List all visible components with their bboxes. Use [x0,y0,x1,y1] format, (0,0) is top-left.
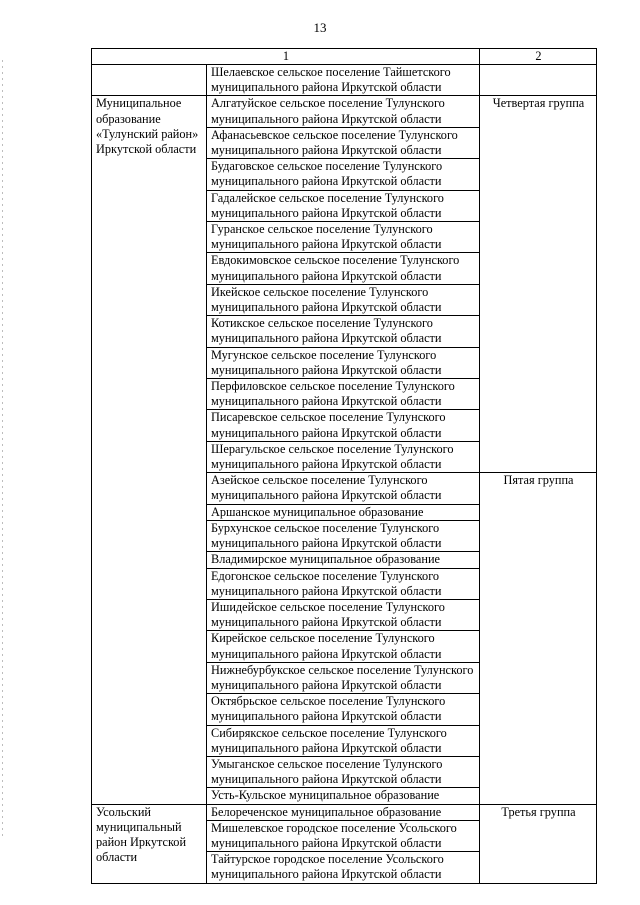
settlement-cell: Усть-Кульское муниципальное образование [207,788,480,804]
table-header-row [92,49,597,65]
settlement-cell: Сибирякское сельское поселение Тулунского муниципального района Иркутской области [207,725,480,756]
settlement-cell: Писаревское сельское поселение Тулунского муниципального района Иркутской области [207,410,480,441]
settlement-cell: Алгатуйское сельское поселение Тулунского муниципального района Иркутской области [207,96,480,127]
settlement-cell: Октябрьское сельское поселение Тулунского муниципального района Иркутской области [207,694,480,725]
settlement-cell: Едогонское сельское поселение Тулунского муниципального района Иркутской области [207,568,480,599]
settlement-cell: Икейское сельское поселение Тулунского муниципального района Иркутской области [207,284,480,315]
settlement-cell: Нижнебурбукское сельское поселение Тулунского муниципального района Иркутской области [207,662,480,693]
settlement-cell: Мугунское сельское поселение Тулунского муниципального района Иркутской области [207,347,480,378]
settlement-cell: Перфиловское сельское поселение Тулунского муниципального района Иркутской области [207,379,480,410]
region-cell: Муниципальное образование «Тулунский район» Иркутской области [92,96,207,804]
settlement-cell: Белореченское муниципальное образование [207,804,480,820]
settlement-cell: Шерагульское сельское поселение Тулунского муниципального района Иркутской области [207,441,480,472]
group-cell: Пятая группа [480,473,597,804]
region-cell [92,65,207,96]
settlement-cell: Будаговское сельское поселение Тулунского муниципального района Иркутской области [207,159,480,190]
settlement-cell: Афанасьевское сельское поселение Тулунского муниципального района Иркутской области [207,127,480,158]
header-col-1: 1 [92,49,480,65]
settlements-table [91,48,597,884]
settlement-cell: Котикское сельское поселение Тулунского муниципального района Иркутской области [207,316,480,347]
settlement-cell: Бурхунское сельское поселение Тулунского муниципального района Иркутской области [207,520,480,551]
settlement-cell: Аршанское муниципальное образование [207,504,480,520]
header-col-2: 2 [480,49,597,65]
table-row [92,65,597,96]
group-cell: Третья группа [480,804,597,883]
page-number: 13 [313,20,327,35]
settlement-cell: Евдокимовское сельское поселение Тулунского муниципального района Иркутской области [207,253,480,284]
region-cell: Усольский муниципальный район Иркутской области [92,804,207,883]
settlement-cell: Тайтурское городское поселение Усольского муниципального района Иркутской области [207,852,480,883]
table-body [92,49,597,884]
settlement-cell: Умыганское сельское поселение Тулунского муниципального района Иркутской области [207,756,480,787]
settlement-cell: Гуранское сельское поселение Тулунского муниципального района Иркутской области [207,222,480,253]
settlement-cell: Шелаевское сельское поселение Тайшетского муниципального района Иркутской области [207,65,480,96]
settlement-cell: Кирейское сельское поселение Тулунского муниципального района Иркутской области [207,631,480,662]
settlement-cell: Ишидейское сельское поселение Тулунского муниципального района Иркутской области [207,599,480,630]
table-row [92,96,597,127]
settlement-cell: Мишелевское городское поселение Усольского муниципального района Иркутской области [207,820,480,851]
settlement-cell: Азейское сельское поселение Тулунского муниципального района Иркутской области [207,473,480,504]
group-cell [480,65,597,96]
settlement-cell: Гадалейское сельское поселение Тулунского муниципального района Иркутской области [207,190,480,221]
group-cell: Четвертая группа [480,96,597,473]
table-row [92,804,597,820]
scan-edge-mark [2,60,3,840]
settlement-cell: Владимирское муниципальное образование [207,552,480,568]
